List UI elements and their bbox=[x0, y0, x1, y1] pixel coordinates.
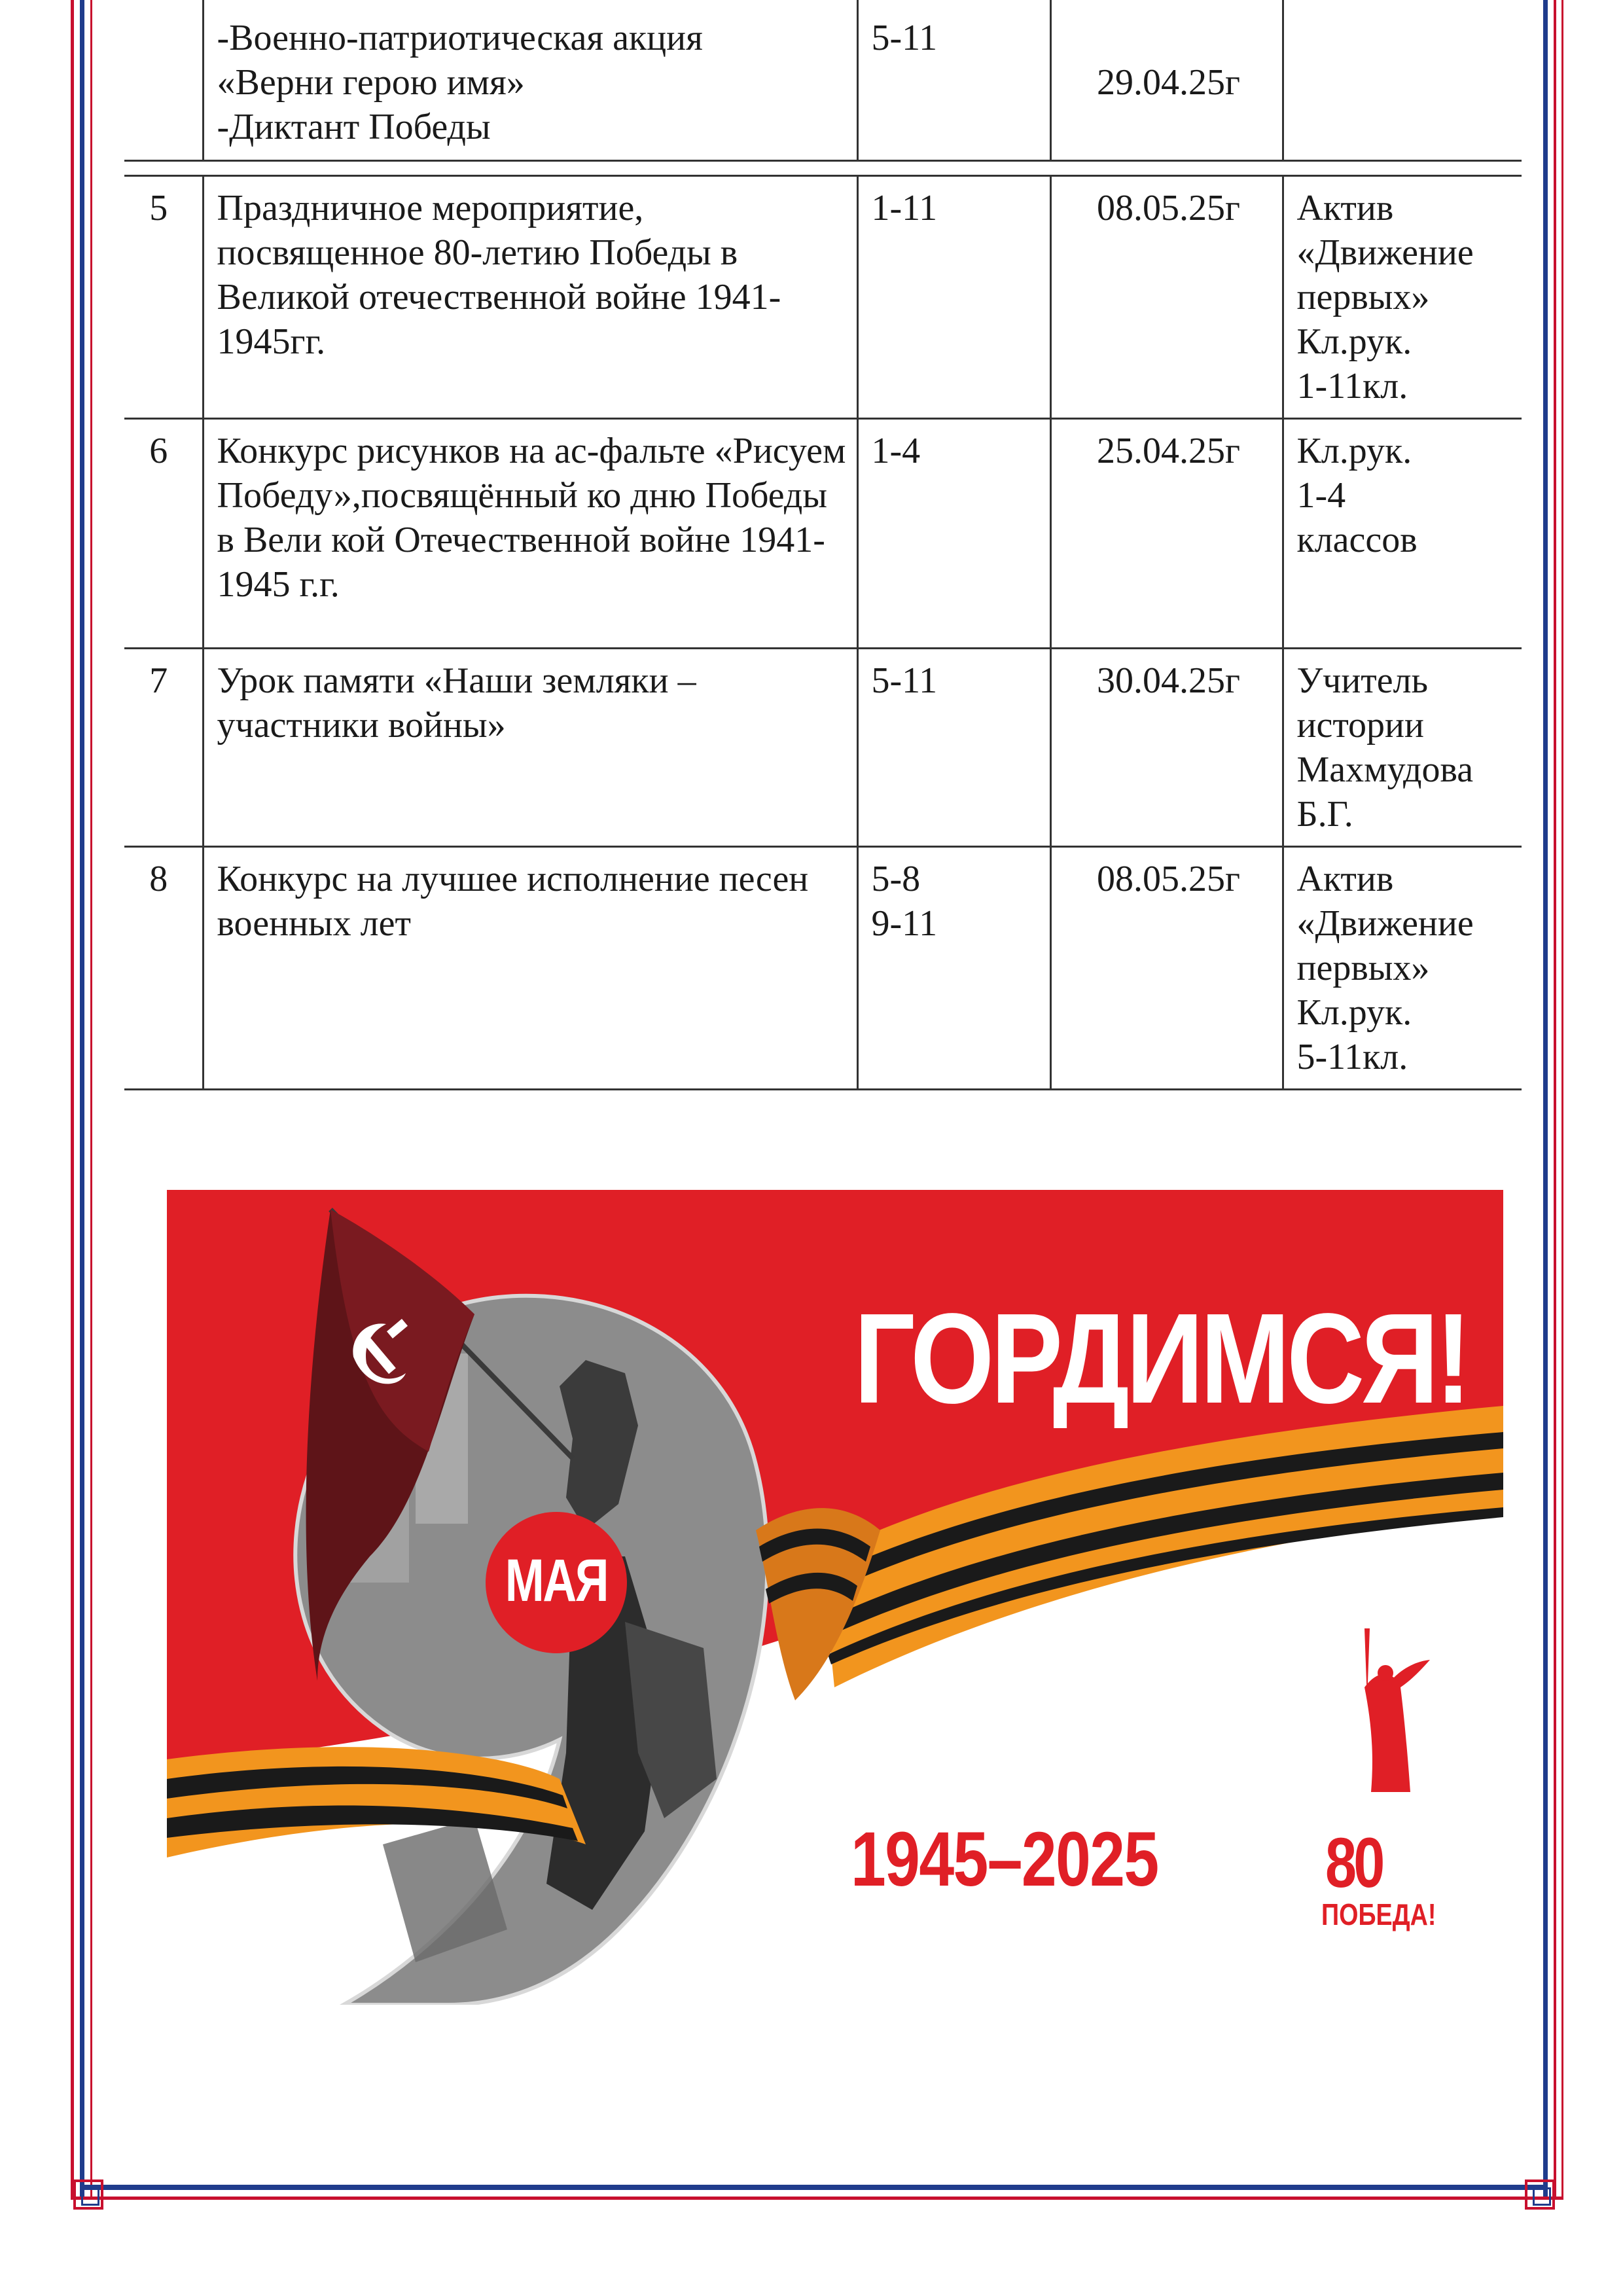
event-cell: Конкурс рисунков на ас-фальте «Рисуем Победу»,посвящённый ко дню Победы в Вели кой Отечественной войне 1941-1945 г.г. bbox=[203, 419, 857, 649]
frame-right-inner-red-line bbox=[1561, 0, 1563, 2199]
frame-corner-ornament-left bbox=[73, 2179, 103, 2210]
row-number-cell: 5 bbox=[124, 176, 203, 419]
row-number-cell: 6 bbox=[124, 419, 203, 649]
table-row bbox=[124, 176, 1522, 419]
frame-left-blue-line bbox=[80, 0, 84, 2199]
emblem-anniversary-number: 80 bbox=[1325, 1823, 1382, 1902]
may-label: МАЯ bbox=[505, 1547, 608, 1614]
classes-cell: 1-4 bbox=[857, 419, 1050, 649]
poster-headline: ГОРДИМСЯ! bbox=[854, 1287, 1469, 1430]
row-number-cell: 8 bbox=[124, 847, 203, 1090]
motherland-calls-statue-icon bbox=[1364, 1628, 1430, 1792]
responsible-cell: Кл.рук. 1-4 классов bbox=[1283, 419, 1522, 649]
classes-cell: 5-8 9-11 bbox=[857, 847, 1050, 1090]
table-divider-row bbox=[124, 161, 1522, 176]
event-cell: -Военно-патриотическая акция «Верни герою имя» -Диктант Победы bbox=[203, 0, 857, 161]
victory-day-poster bbox=[167, 1190, 1503, 2005]
classes-cell: 5-11 bbox=[857, 0, 1050, 161]
table-row bbox=[124, 419, 1522, 649]
date-cell: 25.04.25г bbox=[1050, 419, 1283, 649]
date-cell: 29.04.25г bbox=[1050, 0, 1283, 161]
table-row bbox=[124, 847, 1522, 1090]
frame-left-inner-red-line bbox=[90, 0, 92, 2199]
poster-years: 1945–2025 bbox=[851, 1816, 1158, 1903]
classes-cell: 5-11 bbox=[857, 649, 1050, 847]
emblem-victory-text: ПОБЕДА! bbox=[1321, 1897, 1436, 1931]
frame-corner-ornament-right bbox=[1525, 2179, 1555, 2210]
table-row bbox=[124, 0, 1522, 161]
event-cell: Праздничное мероприятие, посвященное 80-летию Победы в Великой отечественной войне 1941-1945гг. bbox=[203, 176, 857, 419]
date-cell: 08.05.25г bbox=[1050, 847, 1283, 1090]
frame-right-red-line bbox=[1554, 0, 1556, 2199]
responsible-cell: Учитель истории Махмудова Б.Г. bbox=[1283, 649, 1522, 847]
responsible-cell: Актив «Движение первых» Кл.рук. 5-11кл. bbox=[1283, 847, 1522, 1090]
date-cell: 30.04.25г bbox=[1050, 649, 1283, 847]
event-cell: Урок памяти «Наши земляки – участники войны» bbox=[203, 649, 857, 847]
frame-right-blue-line bbox=[1543, 0, 1548, 2199]
event-cell: Конкурс на лучшее исполнение песен военных лет bbox=[203, 847, 857, 1090]
classes-cell: 1-11 bbox=[857, 176, 1050, 419]
frame-bottom-red-line bbox=[71, 2197, 1563, 2200]
frame-bottom-blue-line bbox=[80, 2185, 1548, 2190]
row-number-cell: 7 bbox=[124, 649, 203, 847]
date-cell: 08.05.25г bbox=[1050, 176, 1283, 419]
frame-left-red-line bbox=[71, 0, 74, 2199]
table-row bbox=[124, 649, 1522, 847]
row-number-cell bbox=[124, 0, 203, 161]
responsible-cell: Актив «Движение первых» Кл.рук. 1-11кл. bbox=[1283, 176, 1522, 419]
events-schedule-table bbox=[124, 0, 1522, 1090]
responsible-cell bbox=[1283, 0, 1522, 161]
